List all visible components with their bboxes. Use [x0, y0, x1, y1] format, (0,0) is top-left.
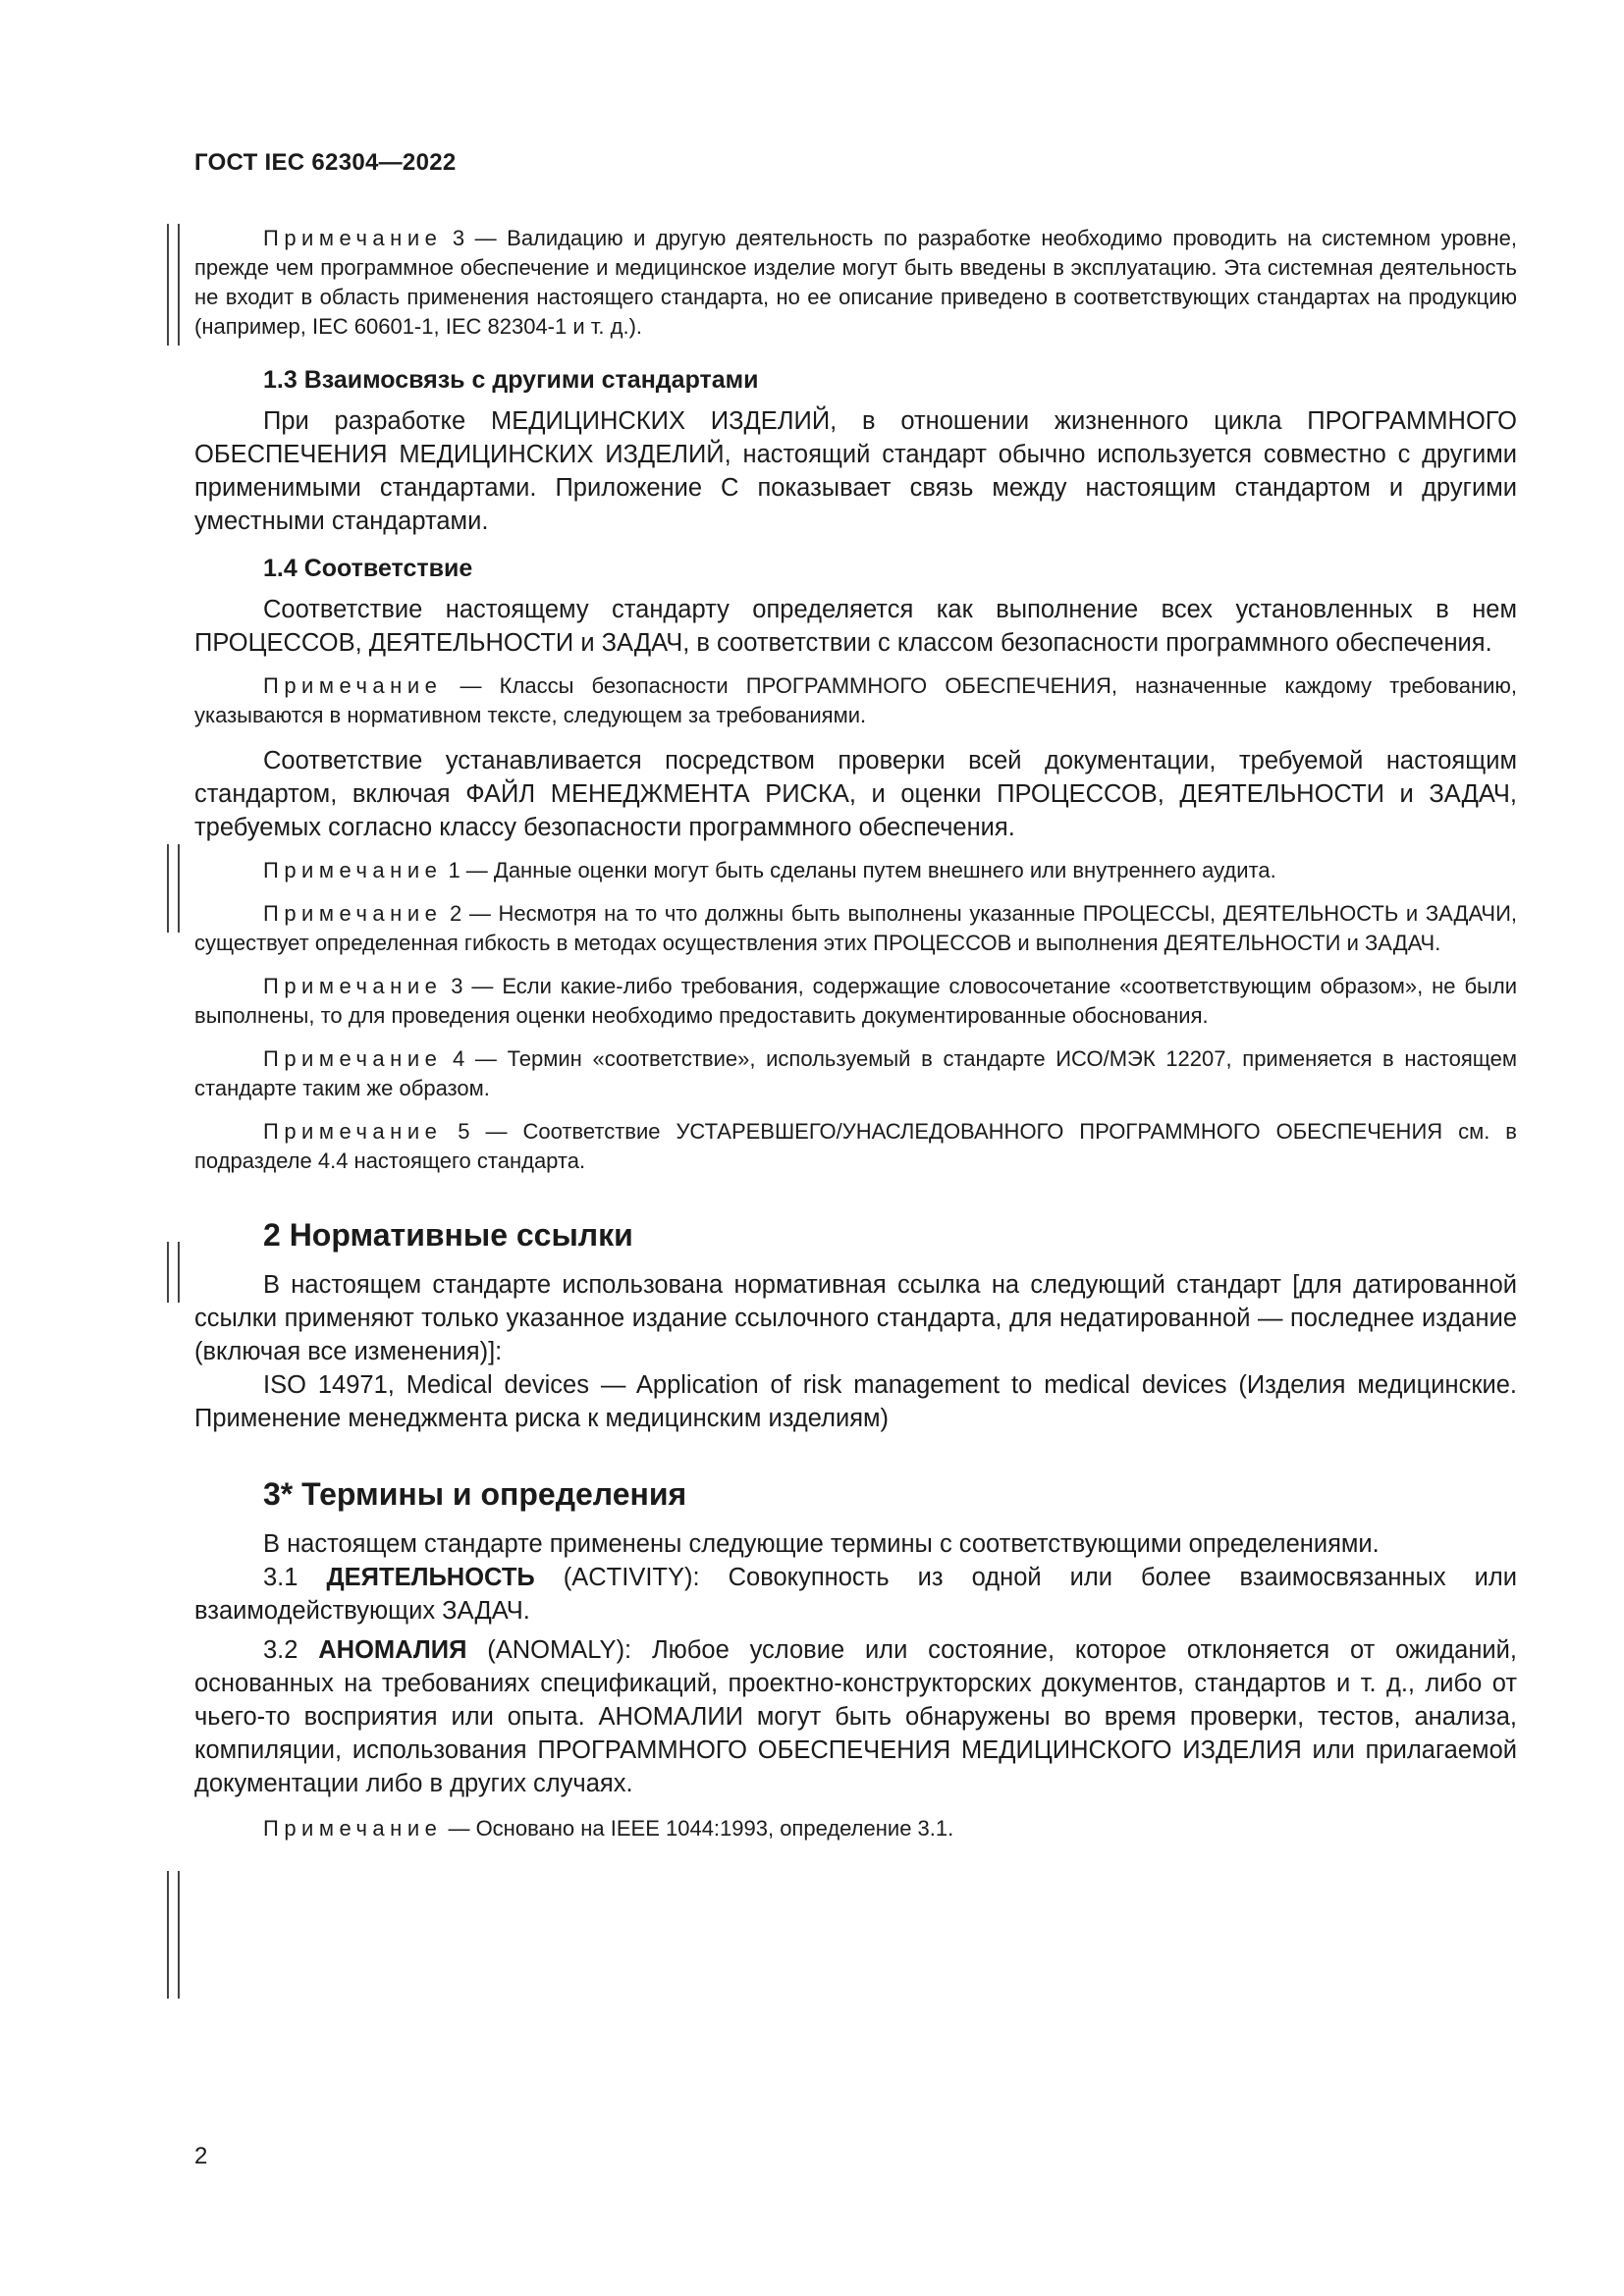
note-ieee-1044: Примечание — Основано на IEEE 1044:1993, определение 3.1.	[263, 1816, 954, 1841]
paragraph-2-iso-14971: ISO 14971, Medical devices — Application of risk management to medical devices (Изделия медицинские. Применение менеджмента риска к медицинским изделиям)	[194, 1371, 1517, 1432]
heading-section-3: 3* Термины и определения	[263, 1476, 687, 1512]
note-3-validation: Примечание 3 — Валидацию и другую деятельность по разработке необходимо проводить на системном уровне, прежде чем программное обеспечение и медицинское изделие могут быть введены в эксплуатацию. Эта системная деятельность не входит в область применения настоящего стандарта, но ее описание приведено в соответствующих стандартах на продукцию (например, IEC 60601-1, IEC 82304-1 и т. д.).	[194, 226, 1517, 339]
document-header-title: ГОСТ IEC 62304—2022	[194, 149, 457, 176]
term-3-2: 3.2 АНОМАЛИЯ (ANOMALY): Любое условие или состояние, которое отклоняется от ожиданий, основанных на требованиях спецификаций, проектно-конструкторских документов, стандартов и т. д., либо от чьего-то восприятия или опыта. АНОМАЛИИ могут быть обнаружены во время проверки, тестов, анализа, компиляции, использования ПРОГРАММНОГО ОБЕСПЕЧЕНИЯ МЕДИЦИНСКОГО ИЗДЕЛИЯ или прилагаемой документации либо в других случаях.	[194, 1636, 1517, 1797]
paragraph-1-4-b: Соответствие устанавливается посредством проверки всей документации, требуемой настоящим стандартом, включая ФАЙЛ МЕНЕДЖМЕНТА РИСКА, и оценки ПРОЦЕССОВ, ДЕЯТЕЛЬНОСТИ и ЗАДАЧ, требуемых согласно классу безопасности программного обеспечения.	[194, 747, 1517, 841]
change-bar	[167, 844, 180, 933]
change-bar	[167, 224, 180, 346]
note-1-audit: Примечание 1 — Данные оценки могут быть сделаны путем внешнего или внутреннего аудита.	[263, 858, 1276, 882]
note-5-legacy-software: Примечание 5 — Соответствие УСТАРЕВШЕГО/УНАСЛЕДОВАННОГО ПРОГРАММНОГО ОБЕСПЕЧЕНИЯ см. в подразделе 4.4 настоящего стандарта.	[194, 1119, 1517, 1173]
heading-1-3: 1.3 Взаимосвязь с другими стандартами	[263, 366, 759, 394]
paragraph-1-4-a: Соответствие настоящему стандарту определяется как выполнение всех установленных в нем ПРОЦЕССОВ, ДЕЯТЕЛЬНОСТИ и ЗАДАЧ, в соответствии с классом безопасности программного обеспечения.	[194, 596, 1517, 657]
note-safety-classes: Примечание — Классы безопасности ПРОГРАММНОГО ОБЕСПЕЧЕНИЯ, назначенные каждому требованию, указываются в нормативном тексте, следующем за требованиями.	[194, 673, 1517, 727]
paragraph-2-a: В настоящем стандарте использована нормативная ссылка на следующий стандарт [для датированной ссылки применяют только указанное издание ссылочного стандарта, для недатированной — последнее издание (включая все изменения)]:	[194, 1271, 1517, 1365]
change-bar	[167, 1242, 180, 1303]
paragraph-1-3: При разработке МЕДИЦИНСКИХ ИЗДЕЛИЙ, в отношении жизненного цикла ПРОГРАММНОГО ОБЕСПЕЧЕНИЯ МЕДИЦИНСКИХ ИЗДЕЛИЙ, настоящий стандарт обычно используется совместно с другими применимыми стандартами. Приложение С показывает связь между настоящим стандартом и другими уместными стандартами.	[194, 407, 1517, 535]
note-2-flexibility: Примечание 2 — Несмотря на то что должны быть выполнены указанные ПРОЦЕССЫ, ДЕЯТЕЛЬНОСТЬ и ЗАДАЧИ, существует определенная гибкость в методах осуществления этих ПРОЦЕССОВ и выполнения ДЕЯТЕЛЬНОСТИ и ЗАДАЧ.	[194, 901, 1517, 955]
heading-section-2: 2 Нормативные ссылки	[263, 1217, 633, 1253]
term-3-1: 3.1 ДЕЯТЕЛЬНОСТЬ (ACTIVITY): Совокупность из одной или более взаимосвязанных или взаимодействующих ЗАДАЧ.	[194, 1564, 1517, 1625]
note-3-justification: Примечание 3 — Если какие-либо требования, содержащие словосочетание «соответствующим образом», не были выполнены, то для проведения оценки необходимо предоставить документированные обоснования.	[194, 974, 1517, 1028]
heading-1-4: 1.4 Соответствие	[263, 555, 473, 582]
paragraph-3-intro: В настоящем стандарте применены следующие термины с соответствующими определениями.	[263, 1530, 1380, 1558]
document-body	[194, 224, 1517, 1843]
note-4-conformance-term: Примечание 4 — Термин «соответствие», используемый в стандарте ИСО/МЭК 12207, применяется в настоящем стандарте таким же образом.	[194, 1046, 1517, 1100]
change-bar	[167, 1871, 180, 1999]
page-number: 2	[194, 2143, 208, 2169]
